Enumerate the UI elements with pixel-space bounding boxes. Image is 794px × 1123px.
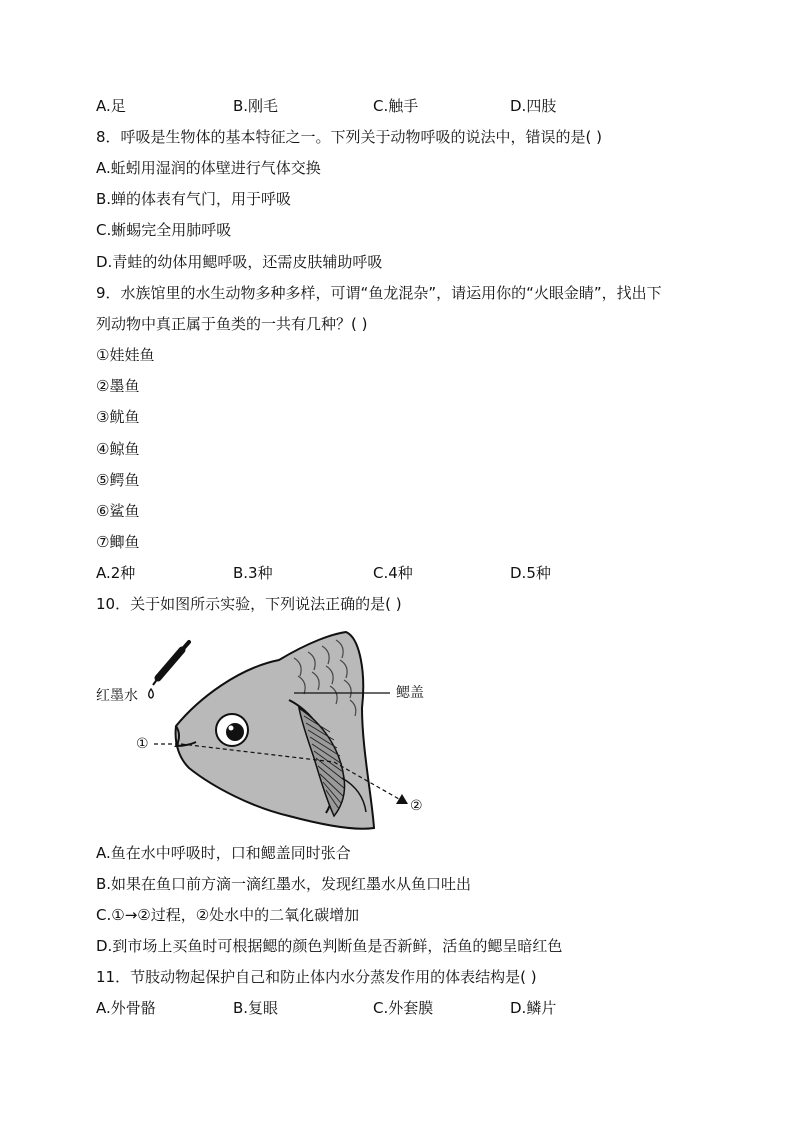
- q8-option-d: D.青蛙的幼体用鳃呼吸，还需皮肤辅助呼吸: [96, 253, 383, 271]
- q10-stem: 10．关于如图所示实验，下列说法正确的是( ): [96, 595, 402, 613]
- q11-option-a: A.外骨骼: [96, 999, 156, 1017]
- label-point-2: ②: [410, 798, 423, 814]
- q10-option-b: B.如果在鱼口前方滴一滴红墨水，发现红墨水从鱼口吐出: [96, 875, 472, 893]
- q9-item-4: ④鲸鱼: [96, 440, 140, 458]
- q9-item-6: ⑥鲨鱼: [96, 502, 140, 520]
- q7-option-a: A.足: [96, 97, 126, 115]
- fish-body: [176, 632, 374, 829]
- q9-stem-line2: 列动物中真正属于鱼类的一共有几种？( ): [96, 315, 368, 333]
- q7-option-c: C.触手: [373, 97, 419, 115]
- q8-option-b: B.蝉的体表有气门，用于呼吸: [96, 190, 292, 208]
- q10-option-c: C.①→②过程，②处水中的二氧化碳增加: [96, 906, 360, 924]
- q11-stem: 11．节肢动物起保护自己和防止体内水分蒸发作用的体表结构是( ): [96, 968, 537, 986]
- q9-option-b: B.3种: [233, 564, 273, 582]
- fish-gill-figure: [94, 628, 454, 833]
- q7-option-b: B.刚毛: [233, 97, 279, 115]
- q8-stem: 8．呼吸是生物体的基本特征之一。下列关于动物呼吸的说法中，错误的是( ): [96, 128, 603, 146]
- q9-item-1: ①娃娃鱼: [96, 346, 155, 364]
- q9-item-3: ③鱿鱼: [96, 408, 140, 426]
- label-point-1: ①: [136, 736, 149, 752]
- q9-option-c: C.4种: [373, 564, 413, 582]
- q9-item-5: ⑤鳄鱼: [96, 471, 140, 489]
- q8-option-c: C.蜥蜴完全用肺呼吸: [96, 221, 232, 239]
- q8-option-a: A.蚯蚓用湿润的体壁进行气体交换: [96, 159, 321, 177]
- q9-item-7: ⑦鲫鱼: [96, 533, 140, 551]
- q11-option-d: D.鳞片: [510, 999, 557, 1017]
- q9-option-a: A.2种: [96, 564, 136, 582]
- q9-item-2: ②墨鱼: [96, 377, 140, 395]
- q9-stem-line1: 9．水族馆里的水生动物多种多样，可谓“鱼龙混杂”，请运用你的“火眼金睛”，找出下: [96, 284, 662, 302]
- dropper-icon: [149, 642, 189, 698]
- q9-option-d: D.5种: [510, 564, 551, 582]
- q10-option-d: D.到市场上买鱼时可根据鳃的颜色判断鱼是否新鲜，活鱼的鳃呈暗红色: [96, 937, 563, 955]
- label-gill-cover: 鳃盖: [396, 685, 424, 701]
- fish-illustration: [94, 628, 454, 833]
- q11-option-c: C.外套膜: [373, 999, 434, 1017]
- q7-option-d: D.四肢: [510, 97, 557, 115]
- q10-option-a: A.鱼在水中呼吸时，口和鳃盖同时张合: [96, 844, 351, 862]
- label-red-ink: 红墨水: [96, 688, 138, 704]
- q11-option-b: B.复眼: [233, 999, 279, 1017]
